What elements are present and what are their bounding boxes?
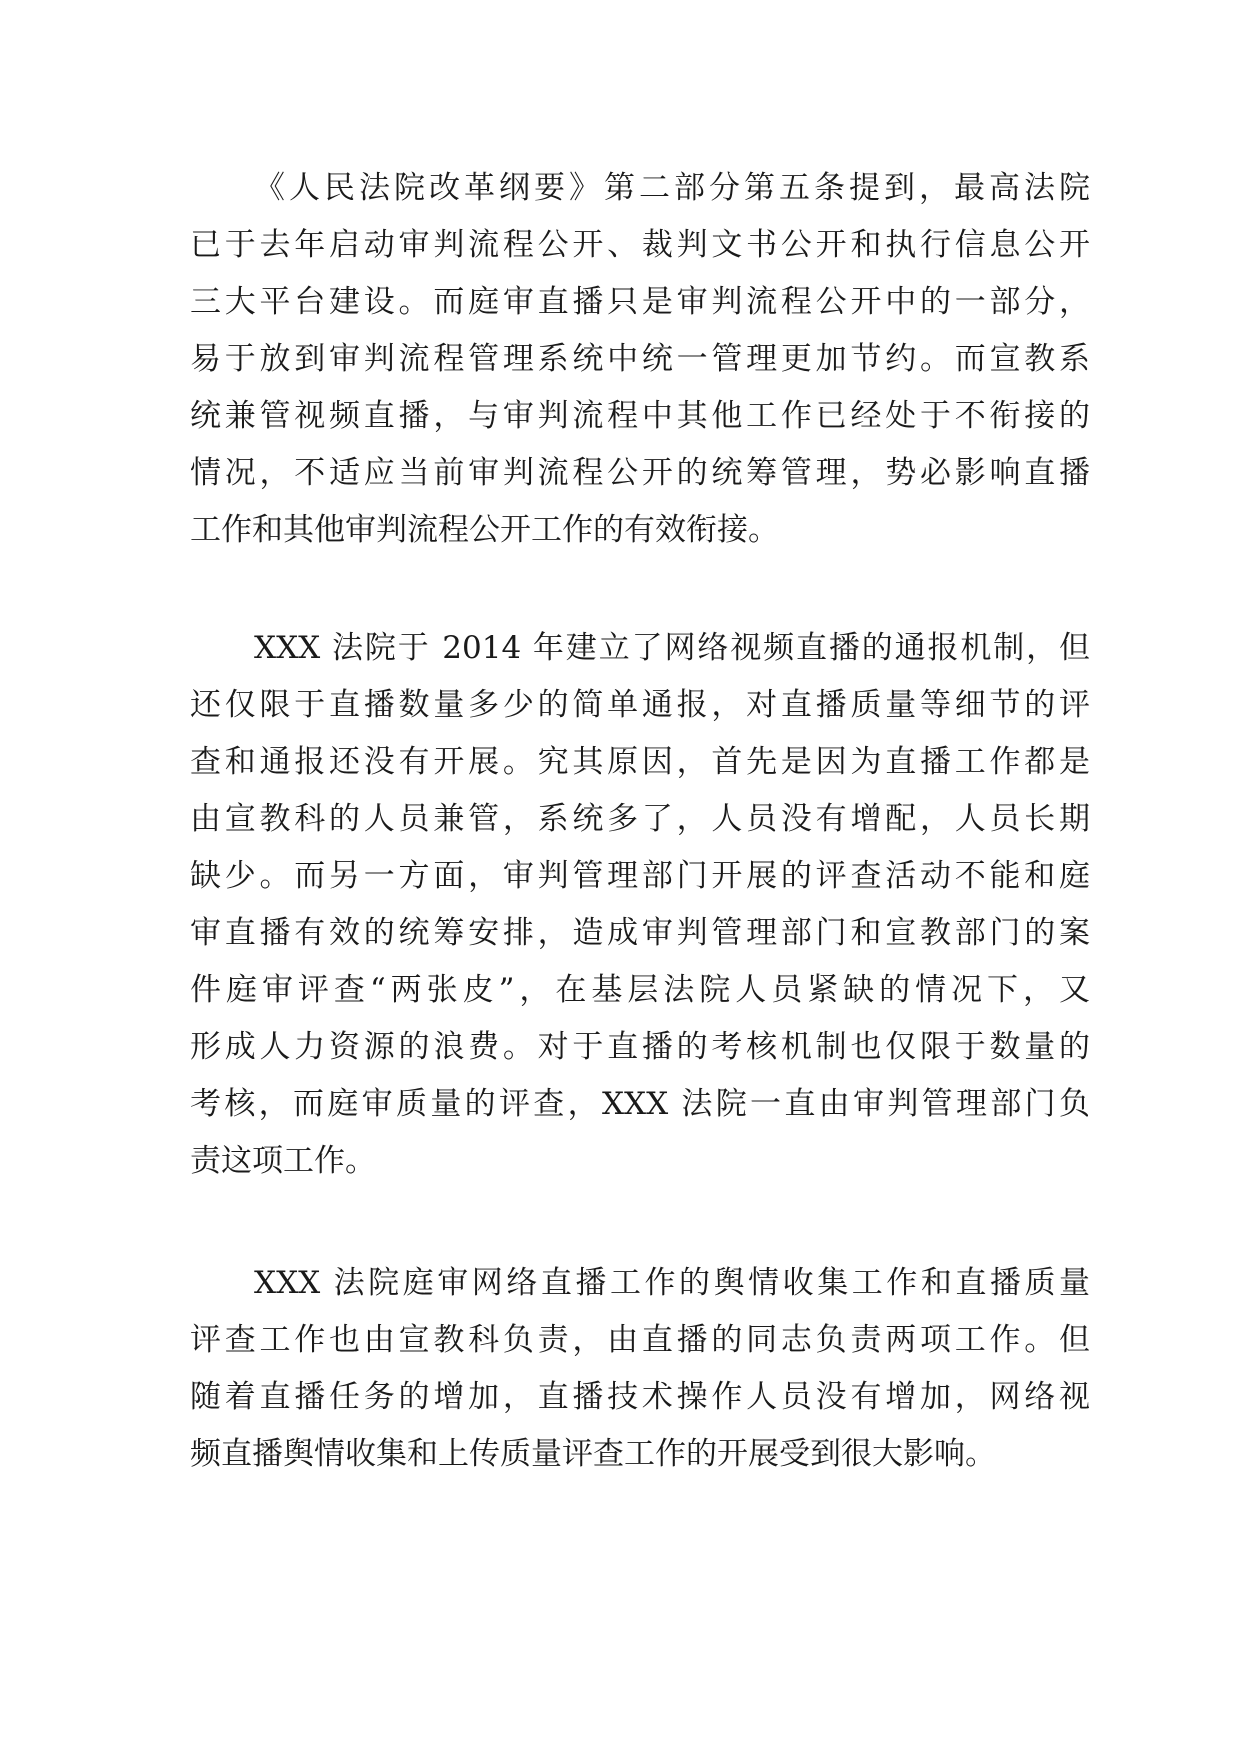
text-line: XXX 法院庭审网络直播工作的舆情收集工作和直播质量 [254, 1265, 1090, 1301]
text-line: 已于去年启动审判流程公开、裁判文书公开和执行信息公开 [190, 227, 1090, 263]
text-line: 情况，不适应当前审判流程公开的统筹管理，势必影响直播 [190, 455, 1090, 491]
paragraph-public-opinion-collection [190, 1255, 1090, 1483]
text-line: 还仅限于直播数量多少的简单通报，对直播质量等细节的评 [190, 687, 1090, 723]
text-line: 统兼管视频直播，与审判流程中其他工作已经处于不衔接的 [190, 398, 1090, 434]
text-line: 责这项工作。 [190, 1143, 376, 1179]
text-line: 评查工作也由宣教科负责，由直播的同志负责两项工作。但 [190, 1322, 1090, 1358]
text-line: 随着直播任务的增加，直播技术操作人员没有增加，网络视 [190, 1379, 1090, 1415]
text-line: 工作和其他审判流程公开工作的有效衔接。 [190, 512, 779, 548]
text-line: 件庭审评查“两张皮”，在基层法院人员紧缺的情况下，又 [190, 972, 1090, 1008]
paragraph-reform-outline [190, 160, 1090, 559]
text-line: 查和通报还没有开展。究其原因，首先是因为直播工作都是 [190, 744, 1090, 780]
text-line: 易于放到审判流程管理系统中统一管理更加节约。而宣教系 [190, 341, 1090, 377]
text-line: 频直播舆情收集和上传质量评查工作的开展受到很大影响。 [190, 1436, 996, 1472]
text-line: 审直播有效的统筹安排，造成审判管理部门和宣教部门的案 [190, 915, 1090, 951]
text-line: 缺少。而另一方面，审判管理部门开展的评查活动不能和庭 [190, 858, 1090, 894]
text-line: 由宣教科的人员兼管，系统多了，人员没有增配，人员长期 [190, 801, 1090, 837]
text-line: 考核，而庭审质量的评查，XXX 法院一直由审判管理部门负 [190, 1086, 1090, 1122]
paragraph-notification-mechanism [190, 620, 1090, 1190]
text-line: 三大平台建设。而庭审直播只是审判流程公开中的一部分， [190, 284, 1090, 320]
text-line: XXX 法院于 2014 年建立了网络视频直播的通报机制，但 [254, 630, 1090, 666]
text-line: 形成人力资源的浪费。对于直播的考核机制也仅限于数量的 [190, 1029, 1090, 1065]
text-line: 《人民法院改革纲要》第二部分第五条提到，最高法院 [254, 170, 1090, 206]
